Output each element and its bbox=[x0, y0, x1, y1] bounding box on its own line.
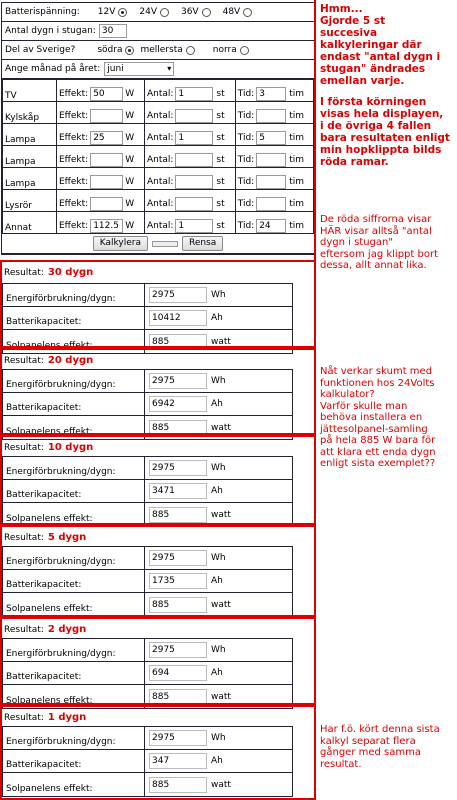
result-days: 20 dygn bbox=[47, 355, 94, 366]
effekt-unit: W bbox=[125, 89, 135, 99]
note-hmm-text: Hmm... Gjorde 5 st succesiva kalkyleringar där endast "antal dygn i stugan" ändrades emellan varje. bbox=[320, 3, 441, 87]
battery-unit: Ah bbox=[211, 576, 223, 586]
result-days: 1 dygn bbox=[47, 712, 87, 723]
tid-unit: tim bbox=[289, 221, 304, 231]
solar-unit: watt bbox=[211, 422, 231, 433]
result-block bbox=[1, 438, 315, 524]
note-first-run bbox=[320, 96, 450, 168]
battery-label: Batterikapacitet: bbox=[3, 307, 145, 329]
button-row bbox=[2, 234, 314, 254]
tid-input[interactable] bbox=[256, 175, 286, 189]
tid-input[interactable] bbox=[256, 109, 286, 123]
tid-label: Tid: bbox=[237, 177, 255, 187]
effekt-label: Effekt: bbox=[59, 89, 89, 99]
energy-label: Energiförbrukning/dygn: bbox=[3, 284, 145, 306]
energy-value: 2975 bbox=[149, 287, 207, 303]
antal-input[interactable] bbox=[175, 197, 213, 211]
battery-value: 10412 bbox=[149, 310, 207, 326]
region-middle-label: mellersta bbox=[140, 45, 183, 55]
result-table bbox=[2, 456, 293, 527]
antal-cell bbox=[144, 102, 235, 124]
antal-unit: st bbox=[216, 155, 225, 165]
battery-value: 6942 bbox=[149, 396, 207, 412]
energy-row bbox=[3, 639, 292, 662]
region-label: Del av Sverige? bbox=[5, 45, 76, 55]
effekt-unit: W bbox=[125, 111, 135, 121]
voltage-36v-label: 36V bbox=[180, 7, 199, 17]
result-title bbox=[1, 351, 315, 366]
appliance-name-text: Lampa bbox=[5, 135, 36, 145]
effekt-cell bbox=[57, 190, 145, 212]
tid-label: Tid: bbox=[237, 133, 255, 143]
battery-row bbox=[3, 570, 292, 593]
appliance-table bbox=[2, 79, 314, 234]
result-title bbox=[1, 438, 315, 453]
tid-cell bbox=[235, 168, 313, 190]
days-label: Antal dygn i stugan: bbox=[5, 26, 96, 36]
result-table bbox=[2, 369, 293, 440]
solar-unit: watt bbox=[211, 509, 231, 520]
solar-row bbox=[3, 503, 292, 526]
energy-value: 2975 bbox=[149, 550, 207, 566]
voltage-48v-label: 48V bbox=[222, 7, 241, 17]
effekt-unit: W bbox=[125, 221, 135, 231]
antal-cell bbox=[144, 124, 235, 146]
note-repeated bbox=[320, 724, 440, 770]
solar-label: Solpanelens effekt: bbox=[3, 330, 145, 353]
antal-input[interactable]: 1 bbox=[175, 219, 213, 233]
appliance-row bbox=[3, 124, 314, 146]
solar-value: 885 bbox=[149, 507, 207, 523]
antal-cell bbox=[144, 168, 235, 190]
energy-label: Energiförbrukning/dygn: bbox=[3, 727, 145, 749]
tid-cell bbox=[235, 124, 313, 146]
solar-row bbox=[3, 685, 292, 708]
antal-label: Antal: bbox=[146, 177, 174, 187]
result-label: Resultat: bbox=[4, 533, 44, 543]
effekt-label: Effekt: bbox=[59, 133, 89, 143]
antal-cell bbox=[144, 146, 235, 168]
tid-cell bbox=[235, 212, 313, 234]
voltage-row bbox=[2, 3, 314, 22]
solar-value: 885 bbox=[149, 597, 207, 613]
solar-label: Solpanelens effekt: bbox=[3, 593, 145, 616]
battery-unit: Ah bbox=[211, 399, 223, 409]
effekt-input[interactable] bbox=[90, 109, 123, 123]
clear-button[interactable]: Rensa bbox=[182, 236, 223, 251]
battery-row bbox=[3, 307, 292, 330]
appliance-name bbox=[3, 124, 57, 146]
solar-row bbox=[3, 416, 292, 439]
energy-unit: Wh bbox=[211, 376, 226, 386]
antal-input[interactable]: 1 bbox=[175, 87, 213, 101]
solar-label: Solpanelens effekt: bbox=[3, 773, 145, 796]
appliance-name bbox=[3, 80, 57, 102]
energy-row bbox=[3, 727, 292, 750]
effekt-label: Effekt: bbox=[59, 111, 89, 121]
tid-input[interactable] bbox=[256, 197, 286, 211]
effekt-cell bbox=[57, 168, 145, 190]
battery-label: Batterikapacitet: bbox=[3, 480, 145, 502]
energy-label: Energiförbrukning/dygn: bbox=[3, 547, 145, 569]
tid-input[interactable]: 5 bbox=[256, 131, 286, 145]
antal-unit: st bbox=[216, 89, 225, 99]
solar-label: Solpanelens effekt: bbox=[3, 416, 145, 439]
effekt-label: Effekt: bbox=[59, 177, 89, 187]
antal-label: Antal: bbox=[146, 89, 174, 99]
result-block bbox=[1, 708, 315, 794]
battery-value: 1735 bbox=[149, 573, 207, 589]
effekt-input[interactable] bbox=[90, 153, 123, 167]
solar-unit: watt bbox=[211, 691, 231, 702]
battery-label: Batterikapacitet: bbox=[3, 662, 145, 684]
tid-label: Tid: bbox=[237, 199, 255, 209]
note-red-numbers-text: De röda siffrorna visar HÄR visar alltså "antal dygn i stugan" eftersom jag klippt bort dessa, allt annat lika. bbox=[320, 214, 439, 271]
voltage-24v-radio[interactable] bbox=[160, 8, 169, 17]
battery-row bbox=[3, 393, 292, 416]
tid-label: Tid: bbox=[237, 155, 255, 165]
battery-label: Batterikapacitet: bbox=[3, 393, 145, 415]
tid-unit: tim bbox=[289, 89, 304, 99]
separator-field bbox=[152, 241, 178, 247]
battery-value: 694 bbox=[149, 665, 207, 681]
battery-value: 347 bbox=[149, 753, 207, 769]
result-table bbox=[2, 283, 293, 354]
appliance-name-text: TV bbox=[5, 91, 17, 101]
antal-unit: st bbox=[216, 221, 225, 231]
result-days: 2 dygn bbox=[47, 624, 87, 635]
result-days: 30 dygn bbox=[47, 267, 94, 278]
effekt-cell bbox=[57, 124, 145, 146]
region-north-label: norra bbox=[212, 45, 237, 55]
battery-row bbox=[3, 750, 292, 773]
energy-row bbox=[3, 370, 292, 393]
voltage-label: Batterispänning: bbox=[5, 7, 80, 17]
tid-cell bbox=[235, 102, 313, 124]
appliance-row bbox=[3, 212, 314, 234]
energy-unit: Wh bbox=[211, 645, 226, 655]
calculate-button[interactable]: Kalkylera bbox=[93, 236, 148, 251]
energy-value: 2975 bbox=[149, 730, 207, 746]
solar-value: 885 bbox=[149, 777, 207, 793]
result-label: Resultat: bbox=[4, 268, 44, 278]
appliance-name-text: Kylskåp bbox=[5, 113, 40, 123]
appliance-row bbox=[3, 146, 314, 168]
energy-unit: Wh bbox=[211, 553, 226, 563]
effekt-cell bbox=[57, 212, 145, 234]
note-repeated-text: Har f.ö. kört denna sista kalkyl separat flera gånger med samma resultat. bbox=[320, 724, 440, 770]
appliance-row bbox=[3, 168, 314, 190]
tid-cell bbox=[235, 146, 313, 168]
solar-label: Solpanelens effekt: bbox=[3, 503, 145, 526]
effekt-label: Effekt: bbox=[59, 155, 89, 165]
solar-value: 885 bbox=[149, 334, 207, 350]
battery-label: Batterikapacitet: bbox=[3, 750, 145, 772]
energy-unit: Wh bbox=[211, 733, 226, 743]
energy-row bbox=[3, 284, 292, 307]
tid-input[interactable]: 24 bbox=[256, 219, 286, 233]
tid-unit: tim bbox=[289, 199, 304, 209]
appliance-row bbox=[3, 190, 314, 212]
effekt-cell bbox=[57, 80, 145, 102]
calculator-form bbox=[1, 2, 315, 255]
energy-value: 2975 bbox=[149, 460, 207, 476]
appliance-name bbox=[3, 102, 57, 124]
solar-unit: watt bbox=[211, 599, 231, 610]
appliance-name bbox=[3, 190, 57, 212]
energy-unit: Wh bbox=[211, 463, 226, 473]
region-north-radio[interactable] bbox=[240, 46, 249, 55]
note-24volt-text: Nåt verkar skumt med funktionen hos 24Volts kalkulator? Varför skulle man behöva installera en jättesolpanel-samling på hela 885 W bara för att klara ett enda dygn enligt sista exemplet?? bbox=[320, 366, 436, 469]
result-block bbox=[1, 263, 315, 351]
battery-label: Batterikapacitet: bbox=[3, 570, 145, 592]
result-title bbox=[1, 263, 315, 278]
appliance-name bbox=[3, 168, 57, 190]
result-days: 5 dygn bbox=[47, 532, 87, 543]
voltage-12v-radio[interactable] bbox=[118, 8, 127, 17]
appliance-name-text: Lampa bbox=[5, 179, 36, 189]
antal-cell bbox=[144, 80, 235, 102]
tid-input[interactable]: 3 bbox=[256, 87, 286, 101]
voltage-48v-radio[interactable] bbox=[243, 8, 252, 17]
energy-value: 2975 bbox=[149, 642, 207, 658]
tid-cell bbox=[235, 190, 313, 212]
effekt-unit: W bbox=[125, 177, 135, 187]
effekt-unit: W bbox=[125, 199, 135, 209]
battery-unit: Ah bbox=[211, 313, 223, 323]
days-input[interactable]: 30 bbox=[99, 24, 127, 38]
battery-row bbox=[3, 480, 292, 503]
result-label: Resultat: bbox=[4, 356, 44, 366]
antal-input[interactable] bbox=[175, 153, 213, 167]
result-table bbox=[2, 546, 293, 617]
antal-input[interactable] bbox=[175, 175, 213, 189]
battery-unit: Ah bbox=[211, 486, 223, 496]
solar-unit: watt bbox=[211, 336, 231, 347]
month-label: Ange månad på året: bbox=[5, 64, 101, 74]
antal-label: Antal: bbox=[146, 111, 174, 121]
energy-row bbox=[3, 547, 292, 570]
result-block bbox=[1, 528, 315, 614]
result-label: Resultat: bbox=[4, 625, 44, 635]
antal-cell bbox=[144, 212, 235, 234]
battery-value: 3471 bbox=[149, 483, 207, 499]
voltage-36v-radio[interactable] bbox=[202, 8, 211, 17]
appliance-row bbox=[3, 80, 314, 102]
appliance-name-text: Lampa bbox=[5, 157, 36, 167]
effekt-unit: W bbox=[125, 133, 135, 143]
battery-row bbox=[3, 662, 292, 685]
appliance-row bbox=[3, 102, 314, 124]
appliance-name bbox=[3, 146, 57, 168]
month-select[interactable]: juni ▾ bbox=[104, 62, 174, 76]
energy-unit: Wh bbox=[211, 290, 226, 300]
energy-label: Energiförbrukning/dygn: bbox=[3, 639, 145, 661]
battery-unit: Ah bbox=[211, 756, 223, 766]
region-south-radio[interactable] bbox=[125, 46, 134, 55]
antal-label: Antal: bbox=[146, 133, 174, 143]
energy-label: Energiförbrukning/dygn: bbox=[3, 457, 145, 479]
antal-label: Antal: bbox=[146, 199, 174, 209]
effekt-input[interactable] bbox=[90, 197, 123, 211]
effekt-input[interactable]: 112.5 bbox=[90, 219, 123, 233]
voltage-12v-label: 12V bbox=[97, 7, 116, 17]
divider-line bbox=[314, 0, 316, 800]
energy-row bbox=[3, 457, 292, 480]
energy-label: Energiförbrukning/dygn: bbox=[3, 370, 145, 392]
battery-unit: Ah bbox=[211, 668, 223, 678]
effekt-label: Effekt: bbox=[59, 199, 89, 209]
effekt-unit: W bbox=[125, 155, 135, 165]
result-title bbox=[1, 528, 315, 543]
tid-label: Tid: bbox=[237, 221, 255, 231]
solar-value: 885 bbox=[149, 420, 207, 436]
antal-unit: st bbox=[216, 199, 225, 209]
voltage-24v-label: 24V bbox=[139, 7, 157, 17]
solar-row bbox=[3, 593, 292, 616]
tid-label: Tid: bbox=[237, 111, 255, 121]
antal-input[interactable]: 1 bbox=[175, 131, 213, 145]
note-red-numbers bbox=[320, 214, 438, 272]
tid-unit: tim bbox=[289, 155, 304, 165]
solar-value: 885 bbox=[149, 689, 207, 705]
antal-unit: st bbox=[216, 111, 225, 121]
month-row bbox=[2, 60, 314, 79]
result-block bbox=[1, 351, 315, 437]
days-row bbox=[2, 22, 314, 41]
result-table bbox=[2, 726, 293, 797]
result-label: Resultat: bbox=[4, 713, 44, 723]
antal-cell bbox=[144, 190, 235, 212]
effekt-label: Effekt: bbox=[59, 221, 89, 231]
appliance-name-text: Annat bbox=[5, 223, 32, 233]
solar-row bbox=[3, 773, 292, 796]
tid-unit: tim bbox=[289, 133, 304, 143]
solar-unit: watt bbox=[211, 779, 231, 790]
effekt-cell bbox=[57, 146, 145, 168]
tid-input[interactable] bbox=[256, 153, 286, 167]
antal-label: Antal: bbox=[146, 155, 174, 165]
effekt-cell bbox=[57, 102, 145, 124]
effekt-input[interactable]: 50 bbox=[90, 87, 123, 101]
antal-unit: st bbox=[216, 177, 225, 187]
antal-label: Antal: bbox=[146, 221, 174, 231]
antal-unit: st bbox=[216, 133, 225, 143]
appliance-name bbox=[3, 212, 57, 234]
solar-row bbox=[3, 330, 292, 353]
note-hmm bbox=[320, 3, 440, 87]
note-24volt bbox=[320, 366, 436, 470]
antal-input[interactable] bbox=[175, 109, 213, 123]
result-title bbox=[1, 620, 315, 635]
effekt-input[interactable] bbox=[90, 175, 123, 189]
result-label: Resultat: bbox=[4, 443, 44, 453]
tid-unit: tim bbox=[289, 177, 304, 187]
result-block bbox=[1, 620, 315, 706]
region-south-label: södra bbox=[97, 45, 123, 55]
tid-unit: tim bbox=[289, 111, 304, 121]
result-table bbox=[2, 638, 293, 709]
note-first-run-text: I första körningen visas hela displayen, i de övriga 4 fallen bara resultaten enligt min hopklippta bilds röda ramar. bbox=[320, 96, 450, 168]
appliance-name-text: Lysrör bbox=[5, 201, 32, 211]
tid-cell bbox=[235, 80, 313, 102]
energy-value: 2975 bbox=[149, 373, 207, 389]
result-title bbox=[1, 708, 315, 723]
result-days: 10 dygn bbox=[47, 442, 94, 453]
region-middle-radio[interactable] bbox=[186, 46, 195, 55]
solar-label: Solpanelens effekt: bbox=[3, 685, 145, 708]
region-row bbox=[2, 41, 314, 60]
effekt-input[interactable]: 25 bbox=[90, 131, 123, 145]
tid-label: Tid: bbox=[237, 89, 255, 99]
